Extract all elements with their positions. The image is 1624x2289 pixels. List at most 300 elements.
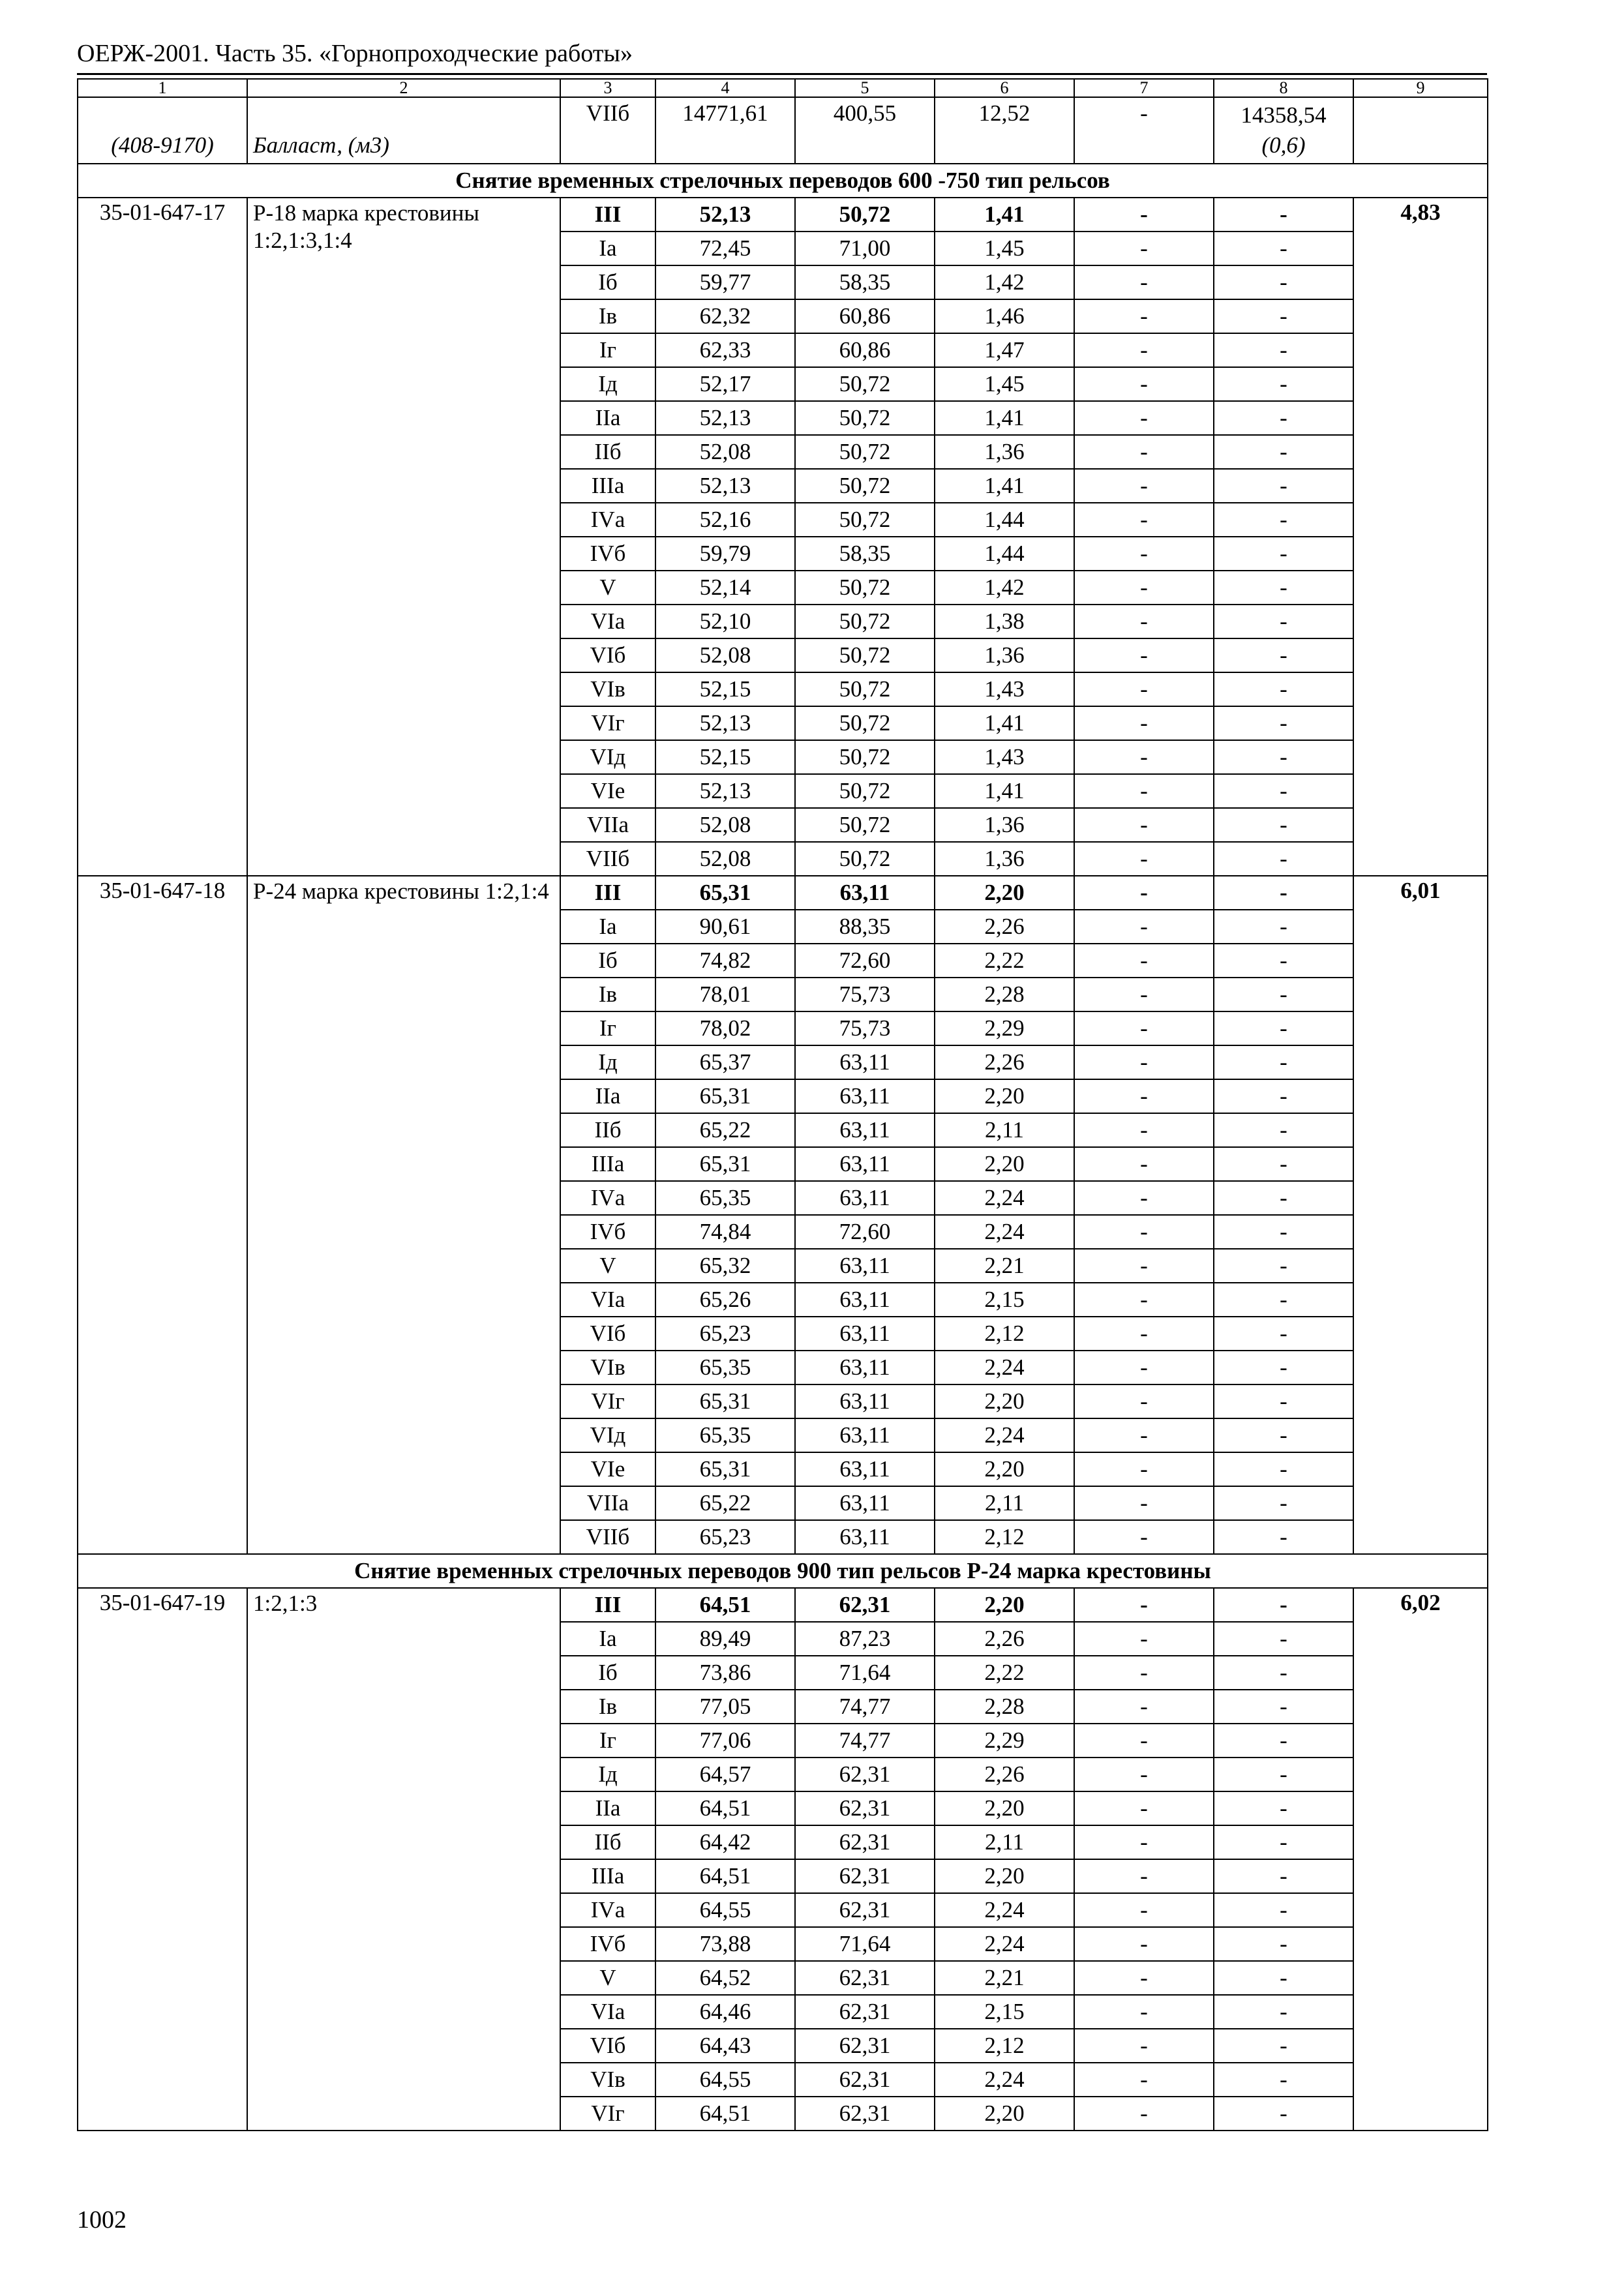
- value-cell-col4: 52,08: [655, 808, 795, 842]
- value-cell-col5: 63,11: [795, 876, 935, 910]
- value-cell-col4: 65,22: [655, 1486, 795, 1520]
- zone-cell: Iа: [560, 1622, 655, 1656]
- value-cell-col4: 52,15: [655, 672, 795, 706]
- value-cell-col8: -: [1214, 672, 1353, 706]
- value-cell-col8: -: [1214, 1622, 1353, 1656]
- value-cell-col7: -: [1074, 1690, 1214, 1724]
- value-cell-col8: -: [1214, 1690, 1353, 1724]
- value-cell-col5: 50,72: [795, 198, 935, 232]
- ballast-code-cell: [78, 97, 247, 164]
- value-cell-col6: 2,20: [935, 876, 1074, 910]
- value-cell-col5: 50,72: [795, 740, 935, 774]
- value-cell-col8: -: [1214, 367, 1353, 401]
- value-cell-col4: 52,10: [655, 605, 795, 638]
- value-cell-col5: 63,11: [795, 1283, 935, 1317]
- ballast-row: [78, 97, 1488, 164]
- value-cell-col7: -: [1074, 333, 1214, 367]
- value-cell-col4: 52,14: [655, 571, 795, 605]
- value-cell-col6: 2,26: [935, 910, 1074, 944]
- value-cell-col6: 2,22: [935, 944, 1074, 978]
- value-cell-col8: -: [1214, 1452, 1353, 1486]
- value-cell-col7: -: [1074, 299, 1214, 333]
- col-header-8: 8: [1214, 79, 1353, 97]
- value-cell-col4: 65,31: [655, 1079, 795, 1113]
- value-cell-col8: -: [1214, 1961, 1353, 1995]
- value-cell-col5: 50,72: [795, 842, 935, 876]
- value-cell-col7: -: [1074, 910, 1214, 944]
- value-cell-col8: -: [1214, 401, 1353, 435]
- value-cell-col6: 2,24: [935, 1418, 1074, 1452]
- zone-cell: IVб: [560, 1215, 655, 1249]
- value-cell-col6: 2,11: [935, 1113, 1074, 1147]
- col-header-5: 5: [795, 79, 935, 97]
- value-cell-col6: 2,26: [935, 1045, 1074, 1079]
- value-cell-col8: -: [1214, 1079, 1353, 1113]
- value-cell-col5: 50,72: [795, 469, 935, 503]
- ballast-name: Балласт, (м3): [253, 132, 389, 158]
- value-cell-col4: 52,13: [655, 469, 795, 503]
- value-cell-col6: 2,26: [935, 1758, 1074, 1791]
- value-cell-col7: -: [1074, 1893, 1214, 1927]
- zone-cell: Iв: [560, 1690, 655, 1724]
- value-cell-col5: 50,72: [795, 435, 935, 469]
- zone-cell: IIа: [560, 401, 655, 435]
- value-cell-col4: 52,08: [655, 638, 795, 672]
- value-cell-col6: 1,44: [935, 537, 1074, 571]
- value-cell-col6: 2,20: [935, 1452, 1074, 1486]
- value-cell-col7: -: [1074, 876, 1214, 910]
- ballast-c4: 14771,61: [655, 97, 795, 164]
- value-cell-col6: 2,15: [935, 1995, 1074, 2029]
- table-body: [78, 79, 1488, 2131]
- value-cell-col5: 50,72: [795, 672, 935, 706]
- value-cell-col5: 75,73: [795, 978, 935, 1011]
- value-cell-col4: 90,61: [655, 910, 795, 944]
- value-cell-col7: -: [1074, 1791, 1214, 1825]
- value-cell-col5: 72,60: [795, 944, 935, 978]
- value-cell-col5: 75,73: [795, 1011, 935, 1045]
- value-cell-col6: 1,42: [935, 571, 1074, 605]
- value-cell-col8: -: [1214, 2029, 1353, 2063]
- value-cell-col7: -: [1074, 1520, 1214, 1554]
- value-cell-col4: 64,46: [655, 1995, 795, 2029]
- col-header-3: 3: [560, 79, 655, 97]
- value-cell-col8: -: [1214, 1825, 1353, 1859]
- value-cell-col6: 1,41: [935, 401, 1074, 435]
- zone-cell: IIб: [560, 1825, 655, 1859]
- value-cell-col6: 1,36: [935, 808, 1074, 842]
- zone-cell: VIд: [560, 1418, 655, 1452]
- value-cell-col4: 72,45: [655, 232, 795, 265]
- ballast-code: (408-9170): [111, 132, 214, 158]
- value-cell-col5: 62,31: [795, 2063, 935, 2097]
- value-cell-col6: 2,24: [935, 1927, 1074, 1961]
- value-cell-col7: -: [1074, 1317, 1214, 1351]
- value-cell-col7: -: [1074, 842, 1214, 876]
- value-cell-col8: -: [1214, 1418, 1353, 1452]
- value-cell-col7: -: [1074, 1418, 1214, 1452]
- value-cell-col6: 2,20: [935, 1079, 1074, 1113]
- value-cell-col7: -: [1074, 1486, 1214, 1520]
- rate-name: Р-18 марка крестовины 1:2,1:3,1:4: [247, 198, 560, 876]
- value-cell-col8: -: [1214, 842, 1353, 876]
- value-cell-col4: 65,31: [655, 1452, 795, 1486]
- zone-cell: Iа: [560, 910, 655, 944]
- section-title-row: [78, 1554, 1488, 1588]
- value-cell-col5: 50,72: [795, 605, 935, 638]
- col-header-6: 6: [935, 79, 1074, 97]
- zone-cell: V: [560, 1961, 655, 1995]
- value-cell-col6: 2,11: [935, 1825, 1074, 1859]
- zone-cell: VIIб: [560, 842, 655, 876]
- section-title-row: [78, 164, 1488, 198]
- value-cell-col5: 63,11: [795, 1452, 935, 1486]
- ballast-c5: 400,55: [795, 97, 935, 164]
- value-cell-col6: 2,24: [935, 2063, 1074, 2097]
- value-cell-col4: 59,79: [655, 537, 795, 571]
- value-cell-col6: 1,43: [935, 740, 1074, 774]
- value-cell-col4: 65,37: [655, 1045, 795, 1079]
- value-cell-col5: 63,11: [795, 1384, 935, 1418]
- value-cell-col4: 64,52: [655, 1961, 795, 1995]
- value-cell-col7: -: [1074, 1283, 1214, 1317]
- value-cell-col7: -: [1074, 1351, 1214, 1384]
- value-cell-col5: 60,86: [795, 333, 935, 367]
- value-cell-col7: -: [1074, 2097, 1214, 2131]
- value-cell-col8: -: [1214, 1724, 1353, 1758]
- value-cell-col7: -: [1074, 1452, 1214, 1486]
- col-header-4: 4: [655, 79, 795, 97]
- value-cell-col4: 52,15: [655, 740, 795, 774]
- value-cell-col4: 65,23: [655, 1317, 795, 1351]
- value-cell-col8: -: [1214, 1995, 1353, 2029]
- col-header-9: 9: [1353, 79, 1488, 97]
- value-cell-col4: 77,06: [655, 1724, 795, 1758]
- value-cell-col8: -: [1214, 1656, 1353, 1690]
- value-cell-col7: -: [1074, 808, 1214, 842]
- value-cell-col8: -: [1214, 1520, 1353, 1554]
- value-cell-col6: 2,12: [935, 2029, 1074, 2063]
- value-cell-col4: 78,01: [655, 978, 795, 1011]
- value-cell-col4: 64,57: [655, 1758, 795, 1791]
- value-cell-col7: -: [1074, 265, 1214, 299]
- value-cell-col7: -: [1074, 1249, 1214, 1283]
- zone-cell: IIIа: [560, 1147, 655, 1181]
- value-cell-col5: 58,35: [795, 537, 935, 571]
- zone-cell: Iд: [560, 1758, 655, 1791]
- zone-cell: Iв: [560, 299, 655, 333]
- value-cell-col5: 62,31: [795, 2097, 935, 2131]
- value-cell-col5: 63,11: [795, 1520, 935, 1554]
- value-cell-col8: -: [1214, 265, 1353, 299]
- value-cell-col4: 89,49: [655, 1622, 795, 1656]
- value-cell-col5: 63,11: [795, 1317, 935, 1351]
- value-cell-col6: 1,45: [935, 367, 1074, 401]
- value-cell-col7: -: [1074, 1011, 1214, 1045]
- value-cell-col6: 2,20: [935, 1147, 1074, 1181]
- page-title: ОЕРЖ-2001. Часть 35. «Горнопроходческие работы»: [77, 40, 633, 67]
- value-cell-col5: 63,11: [795, 1486, 935, 1520]
- zone-cell: Iб: [560, 265, 655, 299]
- value-cell-col8: -: [1214, 978, 1353, 1011]
- ballast-c8-sub: (0,6): [1261, 132, 1306, 158]
- value-cell-col8: -: [1214, 1859, 1353, 1893]
- value-cell-col6: 2,28: [935, 978, 1074, 1011]
- value-cell-col4: 65,26: [655, 1283, 795, 1317]
- value-cell-col8: -: [1214, 1791, 1353, 1825]
- value-cell-col4: 52,08: [655, 842, 795, 876]
- ballast-c6: 12,52: [935, 97, 1074, 164]
- value-cell-col8: -: [1214, 469, 1353, 503]
- value-cell-col8: -: [1214, 740, 1353, 774]
- zone-cell: IIIа: [560, 469, 655, 503]
- value-cell-col8: -: [1214, 910, 1353, 944]
- value-cell-col4: 59,77: [655, 265, 795, 299]
- value-cell-col6: 2,11: [935, 1486, 1074, 1520]
- value-cell-col6: 2,15: [935, 1283, 1074, 1317]
- value-cell-col6: 1,41: [935, 774, 1074, 808]
- header-rule: [77, 73, 1487, 75]
- value-cell-col7: -: [1074, 1045, 1214, 1079]
- value-cell-col5: 62,31: [795, 1758, 935, 1791]
- rate-code: 35-01-647-18: [78, 876, 247, 1554]
- value-cell-col8: -: [1214, 1011, 1353, 1045]
- value-cell-col7: -: [1074, 1622, 1214, 1656]
- zone-cell: IVа: [560, 1893, 655, 1927]
- value-cell-col4: 52,13: [655, 401, 795, 435]
- zone-cell: IIб: [560, 435, 655, 469]
- value-cell-col7: -: [1074, 605, 1214, 638]
- zone-cell: Iд: [560, 1045, 655, 1079]
- value-cell-col8: -: [1214, 2063, 1353, 2097]
- value-cell-col8: -: [1214, 232, 1353, 265]
- value-cell-col5: 50,72: [795, 638, 935, 672]
- value-cell-col6: 1,43: [935, 672, 1074, 706]
- value-cell-col5: 72,60: [795, 1215, 935, 1249]
- value-cell-col4: 52,13: [655, 198, 795, 232]
- value-cell-col6: 2,24: [935, 1215, 1074, 1249]
- value-cell-col4: 65,35: [655, 1418, 795, 1452]
- value-cell-col4: 65,35: [655, 1351, 795, 1384]
- value-cell-col7: -: [1074, 1656, 1214, 1690]
- value-cell-col8: -: [1214, 435, 1353, 469]
- value-cell-col5: 62,31: [795, 1995, 935, 2029]
- value-cell-col7: -: [1074, 1724, 1214, 1758]
- ballast-zone: VIIб: [560, 97, 655, 164]
- value-cell-col5: 63,11: [795, 1045, 935, 1079]
- value-cell-col5: 63,11: [795, 1249, 935, 1283]
- zone-cell: VIд: [560, 740, 655, 774]
- value-cell-col7: -: [1074, 2063, 1214, 2097]
- value-cell-col5: 50,72: [795, 808, 935, 842]
- value-cell-col6: 2,12: [935, 1520, 1074, 1554]
- value-cell-col8: -: [1214, 706, 1353, 740]
- zone-cell: IIIа: [560, 1859, 655, 1893]
- zone-cell: VIе: [560, 774, 655, 808]
- value-cell-col6: 2,20: [935, 2097, 1074, 2131]
- value-cell-col8: -: [1214, 1758, 1353, 1791]
- value-cell-col8: -: [1214, 808, 1353, 842]
- value-cell-col7: -: [1074, 638, 1214, 672]
- value-cell-col5: 71,64: [795, 1656, 935, 1690]
- col9-value: 4,83: [1353, 198, 1488, 876]
- ballast-name-cell: [247, 97, 560, 164]
- value-cell-col4: 73,86: [655, 1656, 795, 1690]
- zone-cell: IVб: [560, 1927, 655, 1961]
- value-cell-col8: -: [1214, 1283, 1353, 1317]
- col-header-1: 1: [78, 79, 247, 97]
- value-cell-col4: 62,32: [655, 299, 795, 333]
- value-cell-col4: 64,43: [655, 2029, 795, 2063]
- zone-cell: III: [560, 1588, 655, 1622]
- zone-cell: V: [560, 571, 655, 605]
- value-cell-col5: 60,86: [795, 299, 935, 333]
- value-cell-col8: -: [1214, 198, 1353, 232]
- value-cell-col5: 62,31: [795, 1791, 935, 1825]
- zone-cell: Iг: [560, 333, 655, 367]
- value-cell-col6: 1,44: [935, 503, 1074, 537]
- value-cell-col8: -: [1214, 537, 1353, 571]
- value-cell-col5: 50,72: [795, 706, 935, 740]
- zone-cell: IVа: [560, 1181, 655, 1215]
- value-cell-col8: -: [1214, 1045, 1353, 1079]
- value-cell-col7: -: [1074, 978, 1214, 1011]
- value-cell-col7: -: [1074, 1215, 1214, 1249]
- zone-cell: VIа: [560, 605, 655, 638]
- value-cell-col7: -: [1074, 1758, 1214, 1791]
- zone-cell: VIв: [560, 1351, 655, 1384]
- value-cell-col7: -: [1074, 401, 1214, 435]
- value-cell-col5: 50,72: [795, 401, 935, 435]
- value-cell-col6: 2,12: [935, 1317, 1074, 1351]
- zone-cell: Iа: [560, 232, 655, 265]
- value-cell-col8: -: [1214, 1384, 1353, 1418]
- value-cell-col7: -: [1074, 944, 1214, 978]
- value-cell-col7: -: [1074, 435, 1214, 469]
- value-cell-col7: -: [1074, 1147, 1214, 1181]
- value-cell-col5: 50,72: [795, 367, 935, 401]
- rate-code: 35-01-647-19: [78, 1588, 247, 2131]
- value-cell-col6: 2,21: [935, 1961, 1074, 1995]
- value-cell-col5: 50,72: [795, 503, 935, 537]
- value-cell-col7: -: [1074, 367, 1214, 401]
- zone-cell: VIб: [560, 638, 655, 672]
- col9-value: 6,01: [1353, 876, 1488, 1554]
- zone-cell: VIб: [560, 1317, 655, 1351]
- value-cell-col5: 74,77: [795, 1690, 935, 1724]
- value-cell-col5: 71,00: [795, 232, 935, 265]
- value-cell-col4: 52,16: [655, 503, 795, 537]
- zone-cell: VIв: [560, 672, 655, 706]
- value-cell-col4: 52,13: [655, 706, 795, 740]
- zone-cell: VIа: [560, 1995, 655, 2029]
- value-cell-col8: -: [1214, 1181, 1353, 1215]
- value-cell-col4: 74,84: [655, 1215, 795, 1249]
- value-cell-col7: -: [1074, 1113, 1214, 1147]
- value-cell-col6: 2,20: [935, 1859, 1074, 1893]
- page-number: 1002: [77, 2206, 127, 2234]
- value-cell-col8: -: [1214, 503, 1353, 537]
- value-cell-col7: -: [1074, 672, 1214, 706]
- value-cell-col5: 63,11: [795, 1351, 935, 1384]
- section-title: Снятие временных стрелочных переводов 900 тип рельсов Р-24 марка крестовины: [78, 1554, 1488, 1588]
- zone-cell: Iд: [560, 367, 655, 401]
- zone-cell: V: [560, 1249, 655, 1283]
- value-cell-col4: 64,51: [655, 1791, 795, 1825]
- value-cell-col7: -: [1074, 503, 1214, 537]
- value-cell-col4: 52,13: [655, 774, 795, 808]
- value-cell-col8: -: [1214, 1486, 1353, 1520]
- col-header-2: 2: [247, 79, 560, 97]
- value-cell-col4: 65,32: [655, 1249, 795, 1283]
- value-cell-col4: 52,17: [655, 367, 795, 401]
- value-cell-col5: 62,31: [795, 1588, 935, 1622]
- value-cell-col8: -: [1214, 638, 1353, 672]
- section-title: Снятие временных стрелочных переводов 600 -750 тип рельсов: [78, 164, 1488, 198]
- value-cell-col5: 58,35: [795, 265, 935, 299]
- value-cell-col8: -: [1214, 1215, 1353, 1249]
- value-cell-col4: 64,51: [655, 1588, 795, 1622]
- value-cell-col7: -: [1074, 2029, 1214, 2063]
- value-cell-col4: 65,31: [655, 1384, 795, 1418]
- rate-name: 1:2,1:3: [247, 1588, 560, 2131]
- ballast-c7: -: [1074, 97, 1214, 164]
- value-cell-col8: -: [1214, 571, 1353, 605]
- value-cell-col7: -: [1074, 1588, 1214, 1622]
- value-cell-col7: -: [1074, 1384, 1214, 1418]
- value-cell-col8: -: [1214, 1927, 1353, 1961]
- value-cell-col6: 2,24: [935, 1893, 1074, 1927]
- value-cell-col4: 64,51: [655, 2097, 795, 2131]
- value-cell-col4: 73,88: [655, 1927, 795, 1961]
- ballast-c9: [1353, 97, 1488, 164]
- value-cell-col5: 63,11: [795, 1181, 935, 1215]
- zone-cell: IVа: [560, 503, 655, 537]
- zone-cell: VIIа: [560, 808, 655, 842]
- value-cell-col4: 64,55: [655, 1893, 795, 1927]
- value-cell-col8: -: [1214, 1351, 1353, 1384]
- value-cell-col4: 65,31: [655, 876, 795, 910]
- value-cell-col8: -: [1214, 1113, 1353, 1147]
- value-cell-col5: 88,35: [795, 910, 935, 944]
- zone-cell: VIIб: [560, 1520, 655, 1554]
- zone-cell: IIа: [560, 1791, 655, 1825]
- zone-cell: VIв: [560, 2063, 655, 2097]
- value-cell-col6: 2,28: [935, 1690, 1074, 1724]
- value-cell-col7: -: [1074, 1079, 1214, 1113]
- value-cell-col7: -: [1074, 740, 1214, 774]
- zone-cell: IVб: [560, 537, 655, 571]
- value-cell-col6: 2,21: [935, 1249, 1074, 1283]
- value-cell-col4: 65,31: [655, 1147, 795, 1181]
- value-cell-col8: -: [1214, 299, 1353, 333]
- value-cell-col8: -: [1214, 944, 1353, 978]
- value-cell-col5: 50,72: [795, 571, 935, 605]
- value-cell-col4: 65,35: [655, 1181, 795, 1215]
- value-cell-col5: 62,31: [795, 1859, 935, 1893]
- value-cell-col6: 1,36: [935, 842, 1074, 876]
- value-cell-col6: 2,24: [935, 1351, 1074, 1384]
- value-cell-col7: -: [1074, 1181, 1214, 1215]
- value-cell-col7: -: [1074, 1825, 1214, 1859]
- value-cell-col5: 63,11: [795, 1079, 935, 1113]
- rates-table: [77, 78, 1488, 2131]
- value-cell-col7: -: [1074, 198, 1214, 232]
- col9-value: 6,02: [1353, 1588, 1488, 2131]
- value-cell-col7: -: [1074, 537, 1214, 571]
- value-cell-col5: 62,31: [795, 1961, 935, 1995]
- zone-cell: Iб: [560, 944, 655, 978]
